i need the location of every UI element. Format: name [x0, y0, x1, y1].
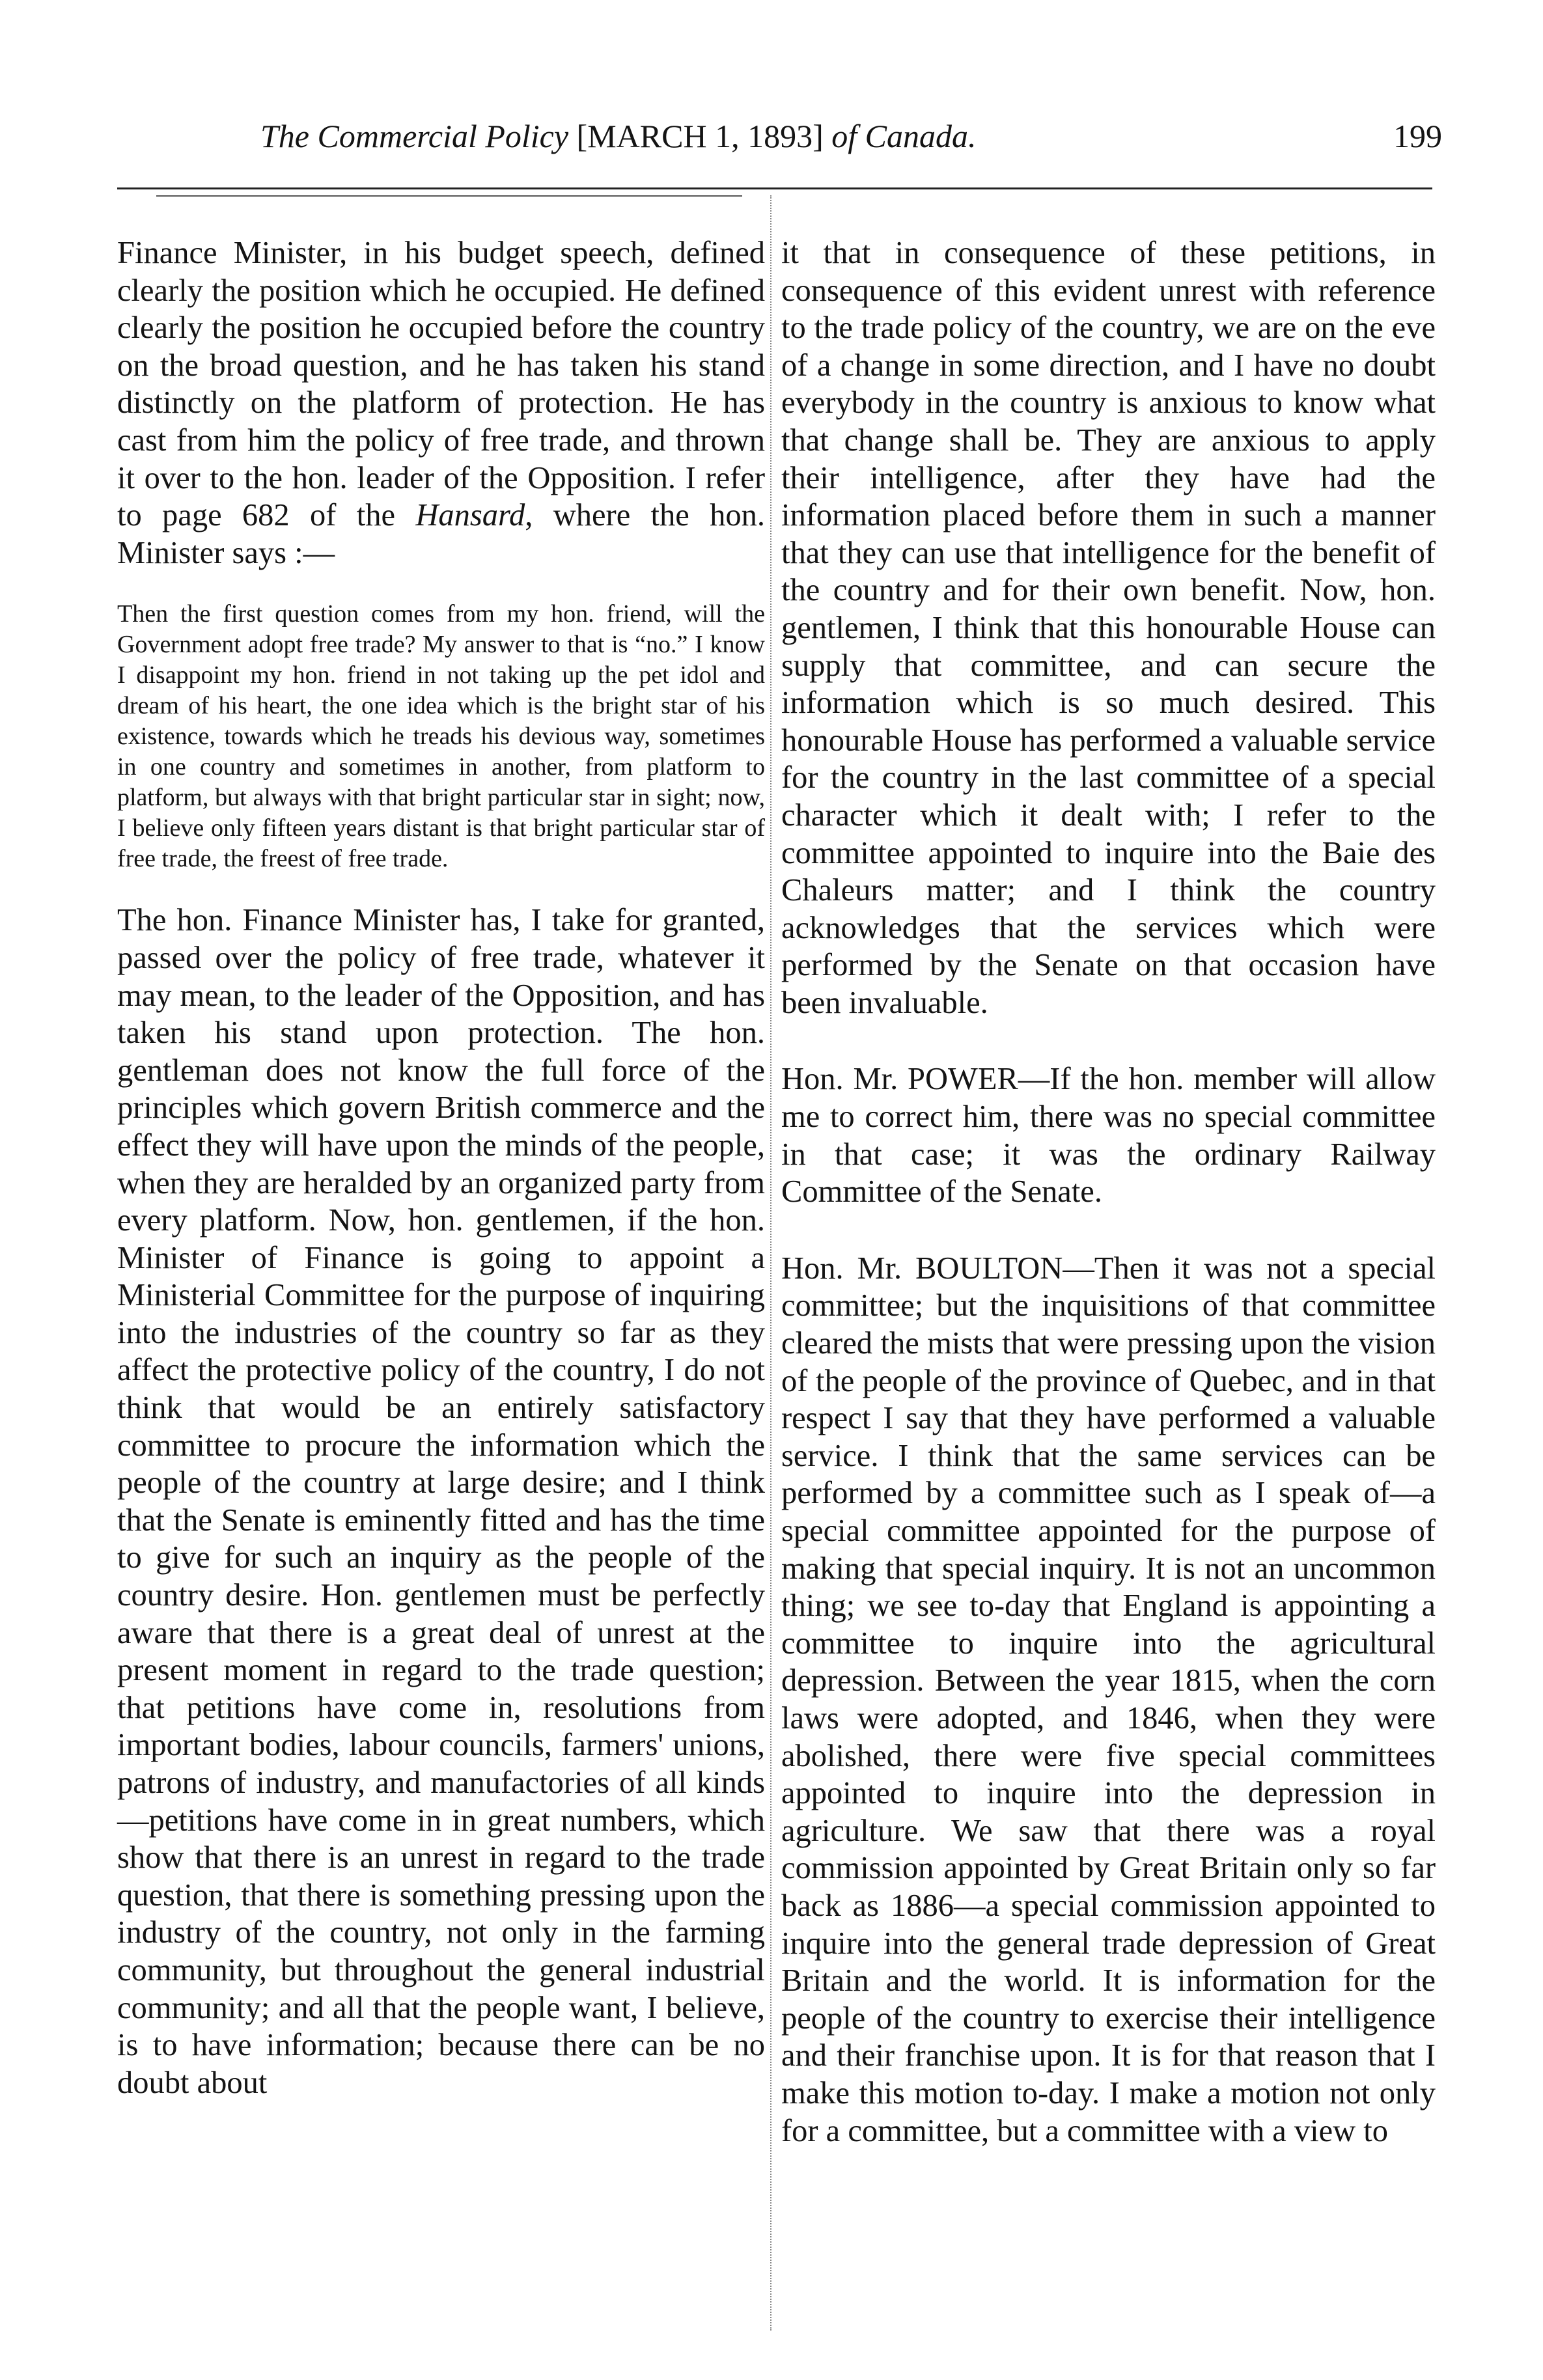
- spacer: [781, 1021, 1436, 1060]
- power-speaker: Hon. Mr. POWER: [781, 1062, 1018, 1097]
- title-right: of Canada.: [831, 118, 977, 154]
- left-paragraph-2: The hon. Finance Minister has, I take for granted, passed over the policy of free trade, whatever it may mean, to the leader of the Opposition, and has taken his stand upon protection. The hon. gentleman does not know the full force of the principles which govern British commerce and the effect they will have upon the minds of the people, when they are heralded by an organized party from every platform. Now, hon. gentlemen, if the hon. Minister of Finance is going to appoint a Ministerial Committee for the purpose of inquiring into the industries of the country so far as they affect the protective policy of the country, I do not think that would be an entirely satisfactory committee to procure the information which the people of the country at large desire; and I think that the Senate is eminently fitted and has the time to give for such an inquiry as the people of the country desire. Hon. gentlemen must be perfectly aware that there is a great deal of unrest at the present moment in regard to the trade question; that petitions have come in, resolutions from important bodies, labour councils, farmers' unions, patrons of industry, and manufactories of all kinds—petitions have come in in great numbers, which show that there is an unrest in regard to the trade question, that there is something pressing upon the industry of the country, not only in the farming community, but throughout the general industrial community; and all that the people want, I believe, is to have information; because there can be no doubt about: [117, 903, 765, 2100]
- right-paragraph-1: it that in consequence of these petitions, in consequence of this evident unrest with reference to the trade policy of the country, we are on the eve of a change in some direction, and I have no doubt everybody in the country is anxious to know what that change shall be. They are anxious to apply their intelligence, after they have had the information placed before them in such a manner that they can use that intelligence for the benefit of the country and for their own benefit. Now, hon. gentlemen, I think that this honourable House can supply that committee, and can secure the information which is so much desired. This honourable House has performed a valuable service for the country in the last committee of a special character which it dealt with; I refer to the committee appointed to inquire into the Baie des Chaleurs matter; and I think the country acknowledges that the services which were performed by the Senate on that occasion have been invaluable.: [781, 236, 1436, 1020]
- title-left: The Commercial Policy: [260, 118, 569, 154]
- page-number: 199: [1393, 118, 1442, 154]
- left-paragraph-1-a: Finance Minister, in his budget speech, defined clearly the position which he occupied. He defined clearly the position he occupied before the country on the broad question, and he has taken his stand distinctly on the platform of protection. He has cast from him the policy of free trade, and thrown it over to the hon. leader of the Opposition. I refer to page 682 of the: [117, 236, 765, 533]
- header-rule-secondary: [156, 195, 742, 197]
- running-title: [260, 117, 976, 155]
- running-header: [0, 117, 1543, 163]
- boulton-speaker: Hon. Mr. BOULTON: [781, 1251, 1063, 1286]
- title-date: [MARCH 1, 1893]: [576, 118, 824, 154]
- spacer: [781, 1211, 1436, 1250]
- quoted-extract: Then the first question comes from my hon. friend, will the Government adopt free trade? My answer to that is “no.” I know I disappoint my hon. friend in not taking up the pet idol and dream of his heart, the one idea which is the bright star of his existence, towards which he treads his devious way, sometimes in one country and sometimes in another, from platform to platform, but always with that bright particular star in sight; now, I believe only fifteen years distant is that bright particular star of free trade, the freest of free trade.: [117, 600, 765, 873]
- boulton-speech: [781, 1250, 1436, 2150]
- boulton-text: —Then it was not a special committee; but the inquisitions of that committee cleared the mists that were pressing upon the vision of the people of the province of Quebec, and in that respect I say that they have performed a valuable service. I think that the same services can be performed by a committee such as I speak of—a special committee appointed for the purpose of making that special inquiry. It is not an uncommon thing; we see to-day that England is appointing a committee to inquire into the agricultural depression. Between the year 1815, when the corn laws were adopted, and 1846, when they were abolished, there were five special committees appointed to inquire into the depression in agriculture. We saw that there was a royal commission appointed by Great Britain only so far back as 1886—a special commission appointed to inquire into the general trade depression of Great Britain and the world. It is information for the people of the country to exercise their intelligence and their franchise upon. It is for that reason that I make this motion to-day. I make a motion not only for a committee, but a committee with a view to: [781, 1251, 1436, 2148]
- left-paragraph-1-b: , where the hon. Minister says :—: [117, 498, 766, 570]
- left-paragraph-1: [117, 234, 765, 572]
- power-text: —If the hon. member will allow me to correct him, there was no special committee in that case; it was the ordinary Railway Committee of the Senate.: [781, 1062, 1436, 1210]
- header-rule: [117, 187, 1432, 189]
- hansard-ref: Hansard: [415, 498, 525, 533]
- right-column: [781, 234, 1436, 2150]
- left-column: [117, 234, 765, 2101]
- power-speech: [781, 1060, 1436, 1210]
- column-divider: [770, 195, 772, 2331]
